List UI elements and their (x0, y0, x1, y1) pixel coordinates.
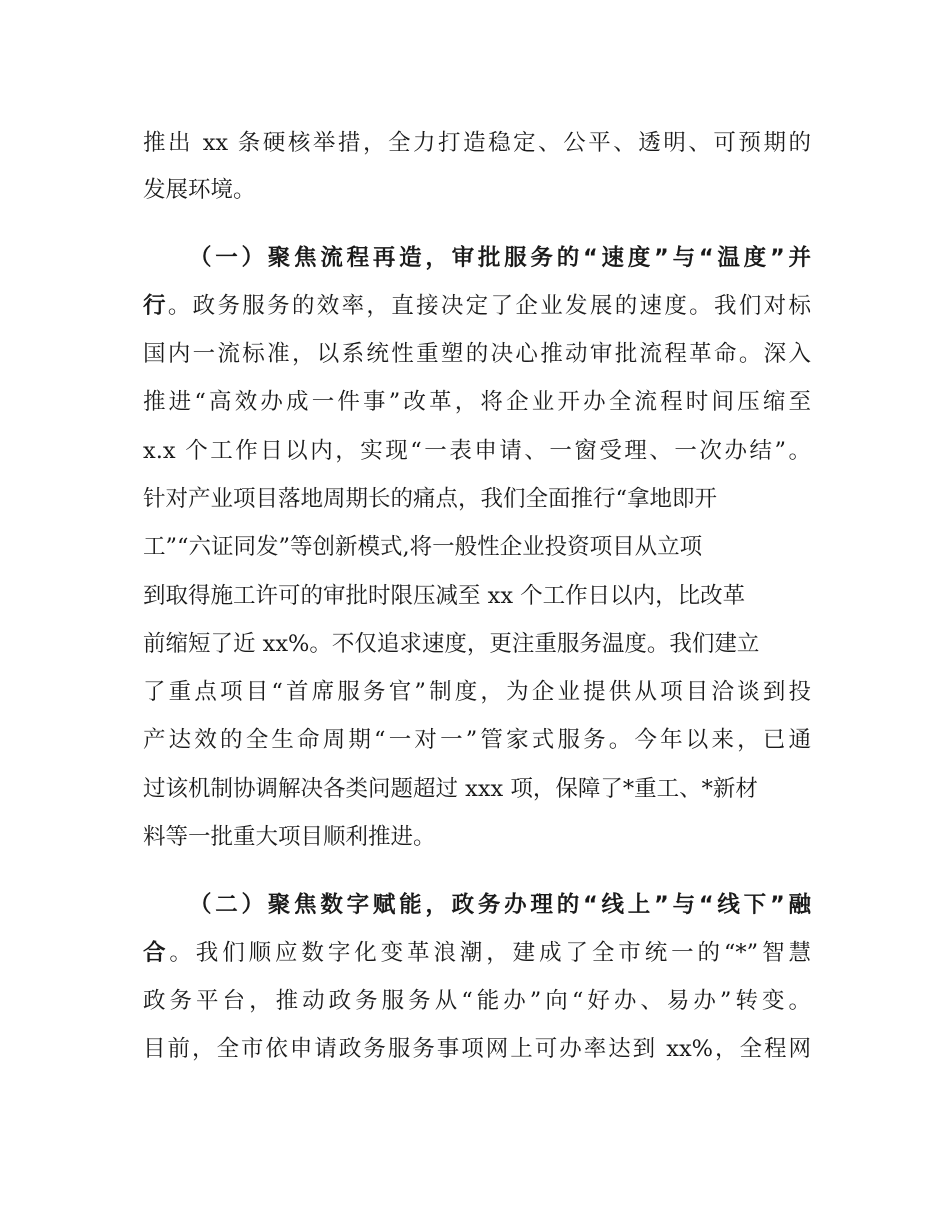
section2-line: 政务平台，推动政务服务从“能办”向“好办、易办”转变。 (143, 988, 811, 1014)
section1-first-line-text: 。政务服务的效率，直接决定了企业发展的速度。我们对标 (167, 293, 811, 319)
section2-line: 目前，全市依申请政务服务事项网上可办率达到 xx%，全程网 (143, 1036, 811, 1062)
section1-line: 过该机制协调解决各类问题超过 xxx 项，保障了*重工、*新材 (143, 776, 758, 802)
section1-line: x.x 个工作日以内，实现“一表申请、一窗受理、一次办结”。 (143, 438, 811, 464)
section1-line: 到取得施工许可的审批时限压减至 xx 个工作日以内，比改革 (143, 583, 746, 609)
section1-line: 国内一流标准，以系统性重塑的决心推动审批流程革命。深入 (143, 341, 811, 367)
section1-line: 产达效的全生命周期“一对一”管家式服务。今年以来，已通 (143, 727, 811, 753)
section2-heading-tail: 合 (143, 940, 170, 966)
intro-line: 发展环境。 (143, 177, 256, 203)
section1-heading: （一）聚焦流程再造，审批服务的“速度”与“温度”并 (189, 245, 811, 271)
section1-heading-tail: 行 (143, 293, 168, 319)
section1-line: 了重点项目“首席服务官”制度，为企业提供从项目洽谈到投 (143, 679, 811, 705)
section2-heading: （二）聚焦数字赋能，政务办理的“线上”与“线下”融 (189, 892, 811, 918)
section2-line (143, 933, 811, 973)
section1-line (143, 286, 811, 326)
section1-line: 前缩短了近 xx%。不仅追求速度，更注重服务温度。我们建立 (143, 631, 760, 657)
intro-line: 推出 xx 条硬核举措，全力打造稳定、公平、透明、可预期的 (143, 130, 811, 156)
section1-line: 针对产业项目落地周期长的痛点，我们全面推行“拿地即开 (143, 486, 718, 512)
section1-line: 推进“高效办成一件事”改革，将企业开办全流程时间压缩至 (143, 389, 811, 415)
section2-first-line-text: 。我们顺应数字化变革浪潮，建成了全市统一的“*”智慧 (169, 940, 811, 966)
section1-line: 料等一批重大项目顺利推进。 (143, 824, 436, 850)
section1-line: 工”“六证同发”等创新模式,将一般性企业投资项目从立项 (143, 534, 703, 560)
